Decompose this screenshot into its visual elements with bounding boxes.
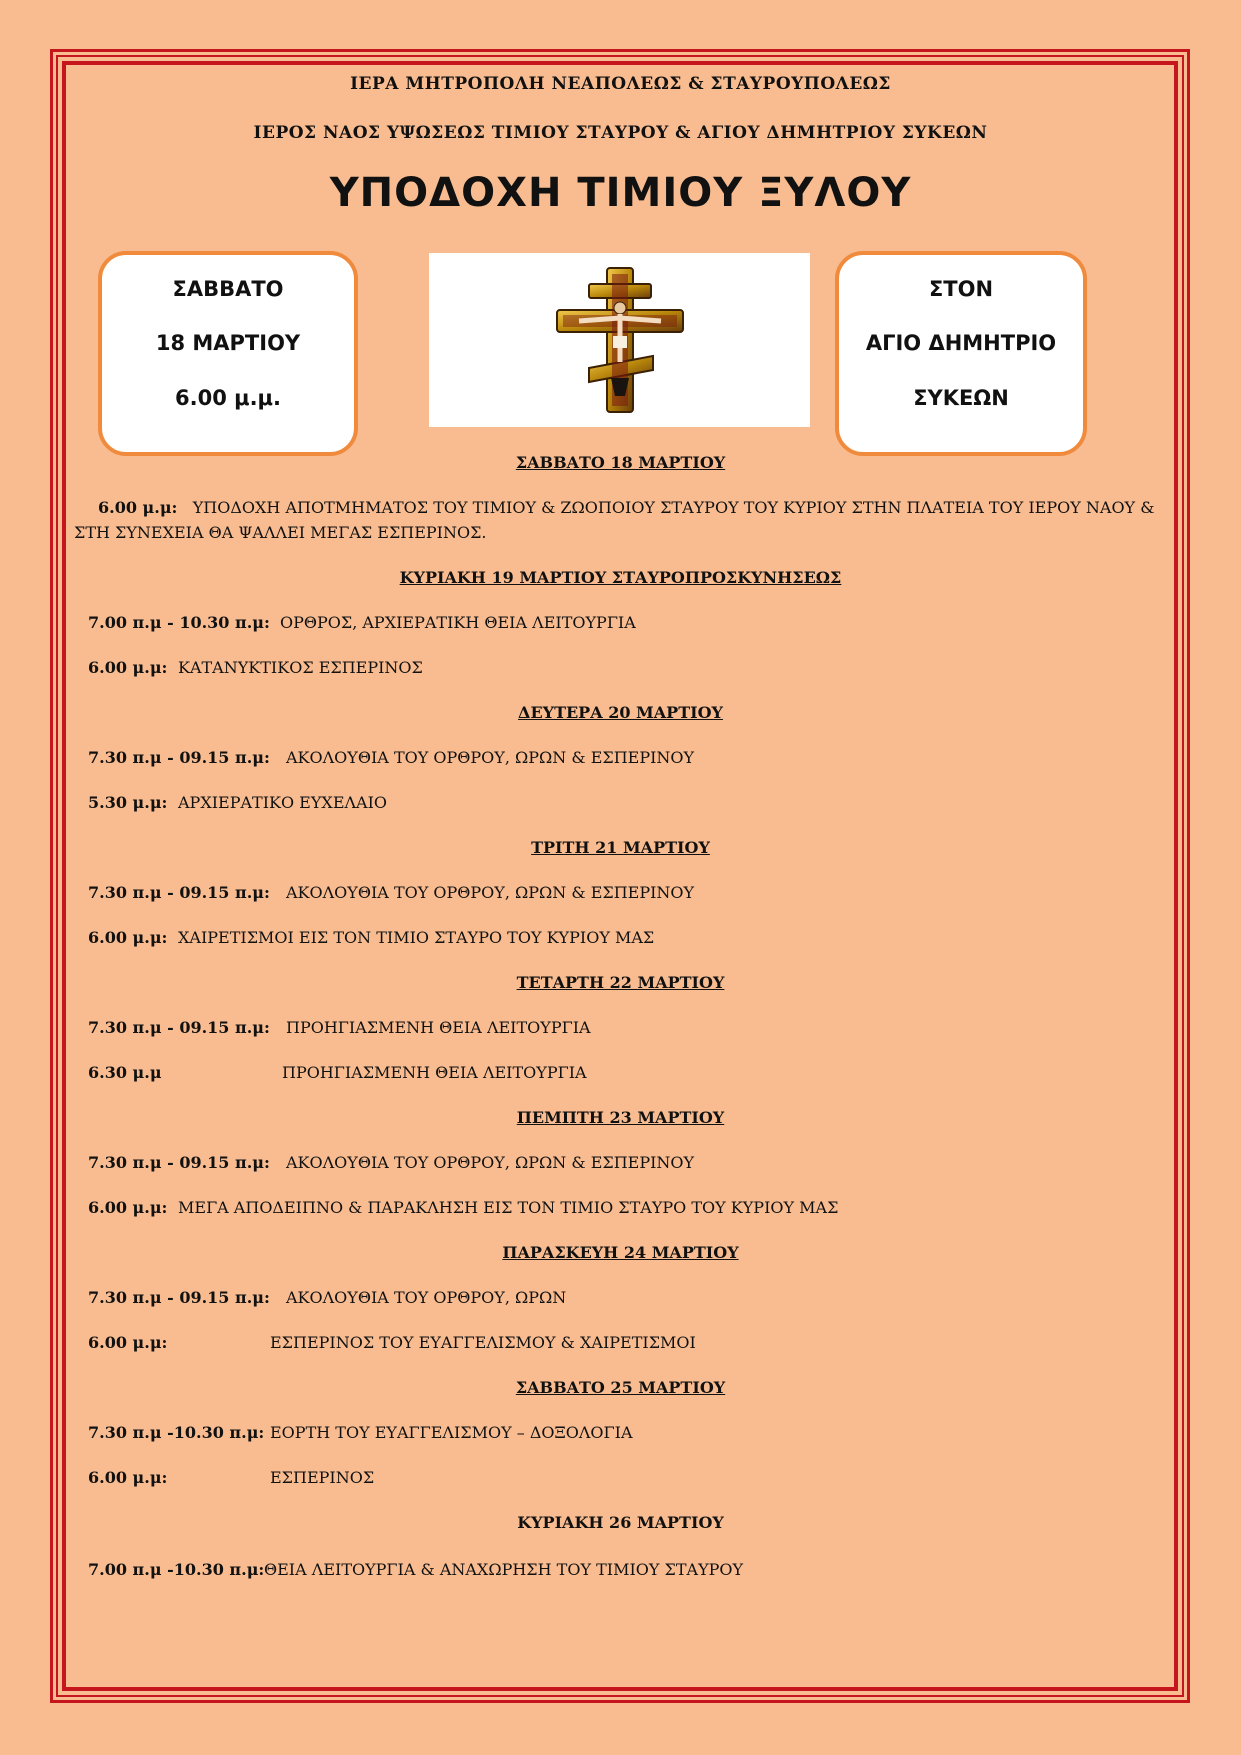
schedule-row [88, 1288, 567, 1307]
row-text: ΠΡΟΗΓΙΑΣΜΕΝΗ ΘΕΙΑ ΛΕΙΤΟΥΡΓΙΑ [286, 1018, 591, 1037]
row-time: 7.00 π.μ - 10.30 π.μ: [88, 613, 270, 632]
row-text: ΕΣΠΕΡΙΝΟΣ ΤΟΥ ΕΥΑΓΓΕΛΙΣΜΟΥ & ΧΑΙΡΕΤΙΣΜΟΙ [270, 1333, 696, 1352]
schedule-row [88, 883, 695, 902]
date-box-day: ΣΑΒΒΑΤΟ [172, 277, 284, 301]
row-time: 6.00 μ.μ: [88, 1468, 168, 1487]
row-text: ΟΡΘΡΟΣ, ΑΡΧΙΕΡΑΤΙΚΗ ΘΕΙΑ ΛΕΙΤΟΥΡΓΙΑ [280, 613, 636, 632]
row-text: ΜΕΓΑ ΑΠΟΔΕΙΠΝΟ & ΠΑΡΑΚΛΗΣΗ ΕΙΣ ΤΟΝ ΤΙΜΙΟ ΣΤΑΥΡΟ ΤΟΥ ΚΥΡΙΟΥ ΜΑΣ [178, 1198, 839, 1217]
row-text: ΕΟΡΤΗ ΤΟΥ ΕΥΑΓΓΕΛΙΣΜΟΥ – ΔΟΞΟΛΟΓΙΑ [270, 1423, 633, 1442]
schedule-row [88, 1153, 695, 1172]
day-heading: ΚΥΡΙΑΚΗ 26 ΜΑΡΤΙΟΥ [517, 1513, 724, 1532]
church-heading: ΙΕΡΟΣ ΝΑΟΣ ΥΨΩΣΕΩΣ ΤΙΜΙΟΥ ΣΤΑΥΡΟΥ & ΑΓΙΟΥ ΔΗΜΗΤΡΙΟΥ ΣΥΚΕΩΝ [253, 123, 988, 143]
day-heading: ΠΕΜΠΤΗ 23 ΜΑΡΤΙΟΥ [516, 1108, 725, 1127]
row-text: ΑΚΟΛΟΥΘΙΑ ΤΟΥ ΟΡΘΡΟΥ, ΩΡΩΝ & ΕΣΠΕΡΙΝΟΥ [286, 748, 695, 767]
schedule-row [88, 748, 695, 767]
row-time: 6.00 μ.μ: [88, 1198, 168, 1217]
row-time: 6.00 μ.μ: [88, 928, 168, 947]
schedule-row [88, 793, 388, 812]
row-text: ΠΡΟΗΓΙΑΣΜΕΝΗ ΘΕΙΑ ΛΕΙΤΟΥΡΓΙΑ [282, 1063, 587, 1082]
metropolis-heading: ΙΕΡΑ ΜΗΤΡΟΠΟΛΗ ΝΕΑΠΟΛΕΩΣ & ΣΤΑΥΡΟΥΠΟΛΕΩΣ [350, 74, 891, 94]
day-heading: ΚΥΡΙΑΚΗ 19 ΜΑΡΤΙΟΥ ΣΤΑΥΡΟΠΡΟΣΚΥΝΗΣΕΩΣ [399, 568, 842, 587]
row-time: 6.00 μ.μ: [88, 1333, 168, 1352]
row-text: ΑΚΟΛΟΥΘΙΑ ΤΟΥ ΟΡΘΡΟΥ, ΩΡΩΝ [286, 1288, 567, 1307]
schedule-row [88, 1468, 375, 1487]
intro-time: 6.00 μ.μ: [98, 498, 178, 517]
row-time: 7.00 π.μ -10.30 π.μ: [88, 1560, 265, 1579]
day-heading: ΤΡΙΤΗ 21 ΜΑΡΤΙΟΥ [531, 838, 710, 857]
row-text: ΧΑΙΡΕΤΙΣΜΟΙ ΕΙΣ ΤΟΝ ΤΙΜΙΟ ΣΤΑΥΡΟ ΤΟΥ ΚΥΡΙΟΥ ΜΑΣ [178, 928, 655, 947]
location-box-line1: ΣΤΟΝ [928, 277, 994, 301]
day-heading: ΤΕΤΑΡΤΗ 22 ΜΑΡΤΙΟΥ [516, 973, 725, 992]
row-text: ΘΕΙΑ ΛΕΙΤΟΥΡΓΙΑ & ΑΝΑΧΩΡΗΣΗ ΤΟΥ ΤΙΜΙΟΥ ΣΤΑΥΡΟΥ [264, 1560, 744, 1579]
row-time: 7.30 π.μ - 09.15 π.μ: [88, 1288, 270, 1307]
row-text: ΑΚΟΛΟΥΘΙΑ ΤΟΥ ΟΡΘΡΟΥ, ΩΡΩΝ & ΕΣΠΕΡΙΝΟΥ [286, 1153, 695, 1172]
schedule-row [88, 1333, 696, 1352]
icon-panel [429, 253, 810, 427]
row-text: ΑΚΟΛΟΥΘΙΑ ΤΟΥ ΟΡΘΡΟΥ, ΩΡΩΝ & ΕΣΠΕΡΙΝΟΥ [286, 883, 695, 902]
row-time: 7.30 π.μ -10.30 π.μ: [88, 1423, 265, 1442]
row-time: 5.30 μ.μ: [88, 793, 168, 812]
row-text: ΕΣΠΕΡΙΝΟΣ [270, 1468, 375, 1487]
schedule-row [88, 613, 636, 632]
row-time: 7.30 π.μ - 09.15 π.μ: [88, 1018, 270, 1037]
schedule-row [88, 1018, 591, 1037]
intro-text: ΥΠΟΔΟΧΗ ΑΠΟΤΜΗΜΑΤΟΣ ΤΟΥ ΤΙΜΙΟΥ & ΖΩΟΠΟΙΟΥ ΣΤΑΥΡΟΥ ΤΟΥ ΚΥΡΙΟΥ ΣΤΗΝ ΠΛΑΤΕΙΑ ΤΟΥ ΙΕΡΟΥ ΝΑΟΥ & ΣΤΗ ΣΥΝΕΧΕΙΑ ΘΑ ΨΑΛΛΕΙ ΜΕΓΑΣ ΕΣΠΕΡΙΝΟΣ. [74, 498, 1155, 542]
row-time: 7.30 π.μ - 09.15 π.μ: [88, 883, 270, 902]
day-heading: ΔΕΥΤΕΡΑ 20 ΜΑΡΤΙΟΥ [518, 703, 723, 722]
schedule-row [88, 1560, 744, 1579]
row-time: 7.30 π.μ - 09.15 π.μ: [88, 1153, 270, 1172]
date-box [98, 251, 358, 456]
location-box [835, 251, 1087, 456]
orthodox-cross-icon [549, 266, 689, 414]
schedule-row [88, 1198, 839, 1217]
page-title: ΥΠΟΔΟΧΗ ΤΙΜΙΟΥ ΞΥΛΟΥ [329, 170, 912, 216]
location-box-line3: ΣΥΚΕΩΝ [913, 386, 1009, 410]
day-heading: ΠΑΡΑΣΚΕΥΗ 24 ΜΑΡΤΙΟΥ [502, 1243, 739, 1262]
schedule-row [88, 1063, 587, 1082]
date-box-time: 6.00 μ.μ. [175, 386, 281, 410]
row-text: ΚΑΤΑΝΥΚΤΙΚΟΣ ΕΣΠΕΡΙΝΟΣ [178, 658, 423, 677]
location-box-line2: ΑΓΙΟ ΔΗΜΗΤΡΙΟ [865, 331, 1057, 355]
date-box-date: 18 ΜΑΡΤΙΟΥ [155, 331, 301, 355]
day-heading: ΣΑΒΒΑΤΟ 18 ΜΑΡΤΙΟΥ [515, 453, 726, 472]
row-time: 6.00 μ.μ: [88, 658, 168, 677]
row-text: ΑΡΧΙΕΡΑΤΙΚΟ ΕΥΧΕΛΑΙΟ [178, 793, 388, 812]
row-time: 7.30 π.μ - 09.15 π.μ: [88, 748, 270, 767]
schedule-row [88, 1423, 633, 1442]
day-heading: ΣΑΒΒΑΤΟ 25 ΜΑΡΤΙΟΥ [515, 1378, 726, 1397]
intro-paragraph [74, 495, 1164, 545]
schedule-row [88, 658, 423, 677]
row-time: 6.30 μ.μ [88, 1063, 162, 1082]
schedule-row [88, 928, 655, 947]
